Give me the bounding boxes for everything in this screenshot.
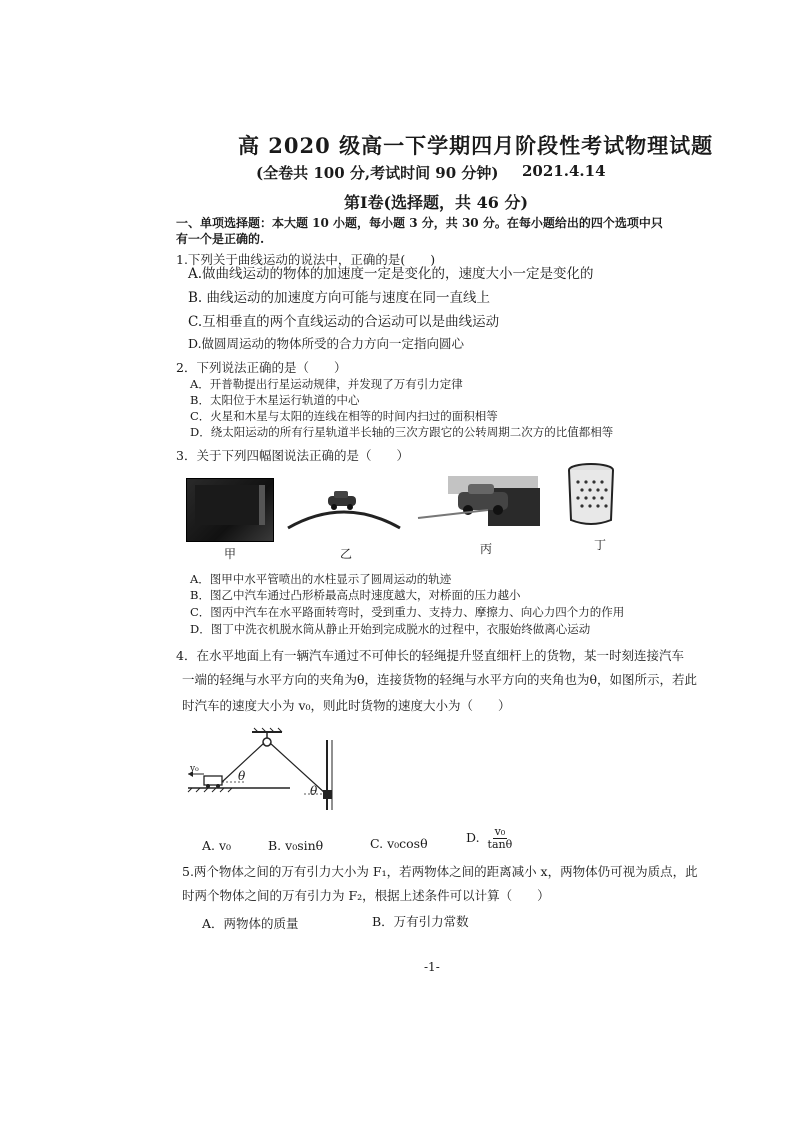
q2-option-c: C．火星和木星与太阳的连线在相等的时间内扫过的面积相等 <box>190 409 498 423</box>
figure-bing-car-turning <box>418 470 540 528</box>
q4-fig-v0-label: v₀ <box>190 764 199 774</box>
q3-option-b: B．图乙中汽车通过凸形桥最高点时速度越大，对桥面的压力越小 <box>190 588 521 602</box>
part-instructions-line1: 一、单项选择题：本大题 10 小题，每小题 3 分，共 30 分。在每小题给出的四个选项中只 <box>176 216 663 230</box>
q4-stem-line2: 一端的轻绳与水平方向的夹角为θ，连接货物的轻绳与水平方向的夹角也为θ，如图所示，若此 <box>182 672 698 687</box>
figure-caption-ding: 丁 <box>594 538 607 552</box>
q1-option-c: C.互相垂直的两个直线运动的合运动可以是曲线运动 <box>188 314 500 330</box>
q4-option-d-fraction <box>488 826 513 851</box>
q5-stem-line1: 5.两个物体之间的万有引力大小为 F₁，若两物体之间的距离减小 x，两物体仍可视为质点，此 <box>182 864 698 879</box>
exam-title: 高 2020 级高一下学期四月阶段性考试物理试题 <box>238 133 714 158</box>
q1-stem: 1.下列关于曲线运动的说法中，正确的是( ) <box>176 252 436 267</box>
q4-stem-line1: 4．在水平地面上有一辆汽车通过不可伸长的轻绳提升竖直细杆上的货物，某一时刻连接汽车 <box>176 648 684 663</box>
q4-fig-theta-block: θ <box>310 784 318 798</box>
part-instructions-line2: 有一个是正确的. <box>176 232 265 246</box>
q4-option-d-label: D. <box>466 830 480 846</box>
q4-option-d-numerator: v₀ <box>494 825 506 838</box>
q2-option-b: B．太阳位于木星运行轨道的中心 <box>190 393 360 407</box>
q3-option-d: D．图丁中洗衣机脱水筒从静止开始到完成脱水的过程中，衣服始终做离心运动 <box>190 622 591 636</box>
q2-option-d: D．绕太阳运动的所有行星轨道半长轴的三次方跟它的公转周期二次方的比值都相等 <box>190 425 614 439</box>
q1-option-b: B. 曲线运动的加速度方向可能与速度在同一直线上 <box>188 290 491 306</box>
page-number: -1- <box>424 960 440 974</box>
q4-option-a: A. v₀ <box>202 838 232 853</box>
q3-option-c: C．图丙中汽车在水平路面转弯时，受到重力、支持力、摩擦力、向心力四个力的作用 <box>190 605 625 619</box>
q2-option-a: A．开普勒提出行星运动规律，并发现了万有引力定律 <box>190 377 463 391</box>
q5-stem-line2: 时两个物体之间的万有引力为 F₂，根据上述条件可以计算（ ） <box>182 888 550 903</box>
figure-caption-jia: 甲 <box>224 547 237 561</box>
figure-ding-washer-drum <box>566 462 616 528</box>
q4-stem-line3: 时汽车的速度大小为 v₀，则此时货物的速度大小为（ ） <box>182 698 511 713</box>
q1-option-a: A.做曲线运动的物体的加速度一定是变化的，速度大小一定是变化的 <box>188 266 594 282</box>
q4-option-b: B. v₀sinθ <box>268 838 324 853</box>
q3-option-a: A．图甲中水平管喷出的水柱显示了圆周运动的轨迹 <box>190 572 452 586</box>
q4-pulley-diagram <box>186 728 346 810</box>
q5-option-a: A．两物体的质量 <box>202 916 299 931</box>
q4-fig-theta-car: θ <box>238 769 246 783</box>
q5-option-b: B．万有引力常数 <box>372 914 469 929</box>
q4-option-d <box>466 826 512 851</box>
q4-option-c: C. v₀cosθ <box>370 836 428 851</box>
figure-yi-bridge <box>286 484 402 532</box>
figure-jia-photo <box>186 478 274 542</box>
exam-note: (全卷共 100 分,考试时间 90 分钟) <box>256 164 499 182</box>
exam-date: 2021.4.14 <box>522 162 606 180</box>
q1-option-d: D.做圆周运动的物体所受的合力方向一定指向圆心 <box>188 336 465 351</box>
q2-stem: 2．下列说法正确的是（ ） <box>176 360 347 375</box>
q4-option-d-denominator: tanθ <box>487 838 513 852</box>
q3-stem: 3．关于下列四幅图说法正确的是（ ） <box>176 448 409 463</box>
figure-caption-yi: 乙 <box>340 547 353 561</box>
section-title: 第Ⅰ卷(选择题，共 46 分) <box>344 193 529 212</box>
figure-caption-bing: 丙 <box>480 542 493 556</box>
